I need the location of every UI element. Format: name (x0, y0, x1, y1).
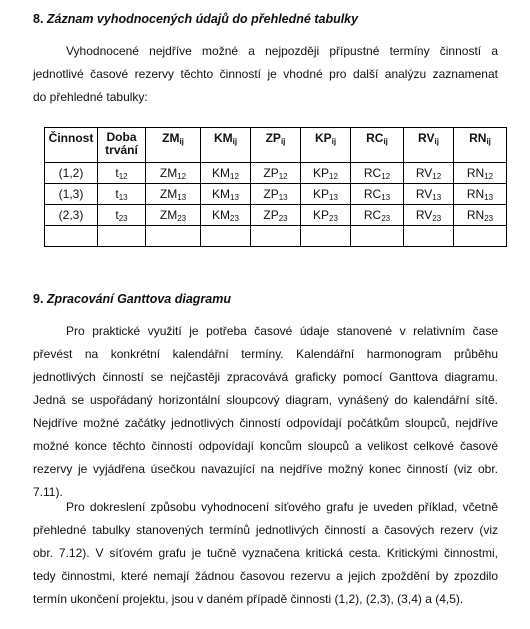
header-text: KP (314, 131, 332, 145)
cell-subscript: 23 (278, 214, 288, 223)
paragraph-line: rezervy je vyjádřena úsečkou navazující na nejdříve možný konec činností (viz obr. (33, 462, 498, 476)
table-cell (98, 184, 146, 205)
header-subscript: ij (486, 137, 491, 146)
table-cell (251, 205, 301, 226)
table-row (45, 184, 507, 205)
cell-subscript: 13 (278, 193, 288, 202)
table-cell (301, 205, 351, 226)
section-number: 8. (33, 12, 44, 26)
cell-subscript: 23 (484, 214, 494, 223)
paragraph-line: Nejdříve možné začátky jednotlivých činností odpovídají počátkům sloupců, nejdříve (33, 416, 498, 430)
cell-subscript: 13 (381, 193, 391, 202)
cell-subscript: 23 (230, 214, 239, 223)
paragraph-line: převést na konkrétní kalendářní termíny. Kalendářní harmonogram průběhu (33, 347, 498, 361)
cell-text: RV (415, 187, 433, 201)
cell-text: RC (363, 166, 382, 180)
table-cell (404, 184, 454, 205)
cell-text: (1,3) (58, 187, 84, 201)
table-cell (404, 163, 454, 184)
paragraph-line: jednotlivé časové rezervy těchto činností je vhodné pro další analýzu zaznamenat (33, 67, 498, 81)
cell-subscript: 12 (177, 172, 187, 181)
table-cell (45, 205, 98, 226)
section-title: Záznam vyhodnocených údajů do přehledné tabulky (46, 12, 359, 26)
section-number: 9. (33, 292, 44, 306)
section-9-paragraph-1 (33, 320, 498, 504)
header-subscript: ij (331, 137, 337, 146)
cell-text: RC (363, 187, 382, 201)
cell-subscript: 12 (381, 172, 391, 181)
table-cell (45, 163, 98, 184)
paragraph-line: jednotlivých činností se nejčastěji zpracovává graficky pomocí Ganttova diagramu. (33, 370, 498, 384)
cell-text: ZP (263, 187, 279, 201)
cell-text: (2,3) (58, 208, 84, 222)
table-cell (45, 226, 98, 247)
column-header (146, 128, 201, 163)
column-header (45, 128, 98, 163)
table-cell (98, 205, 146, 226)
column-header (251, 128, 301, 163)
cell-subscript: 12 (484, 172, 494, 181)
table-row-empty (45, 226, 507, 247)
cell-text: RN (466, 166, 485, 180)
header-subscript: ij (232, 137, 238, 146)
paragraph-line: 7.11). (33, 485, 63, 499)
table-cell (404, 226, 454, 247)
header-subscript: ij (179, 137, 184, 146)
cell-text: KP (313, 166, 330, 180)
column-header (351, 128, 404, 163)
section-8-paragraph (33, 40, 498, 109)
table-body (45, 163, 507, 247)
header-text: RN (469, 131, 487, 145)
table-cell (454, 184, 507, 205)
paragraph-line: Jedná se uspořádaný horizontální sloupcový diagram, vynášený do kalendářní sítě. (33, 393, 498, 407)
paragraph-line: přehledné tabulky stanovených termínů jednotlivých činností a časových rezerv (viz (33, 523, 498, 537)
cell-subscript: 12 (230, 172, 239, 181)
table-cell (454, 163, 507, 184)
cell-subscript: 13 (484, 193, 494, 202)
cell-text: RN (466, 208, 485, 222)
header-text: RC (366, 131, 384, 145)
cell-text: RV (415, 166, 433, 180)
table-cell (201, 205, 251, 226)
cell-text: ZM (159, 208, 178, 222)
table-cell (98, 226, 146, 247)
cell-text: KM (212, 166, 231, 180)
table-cell (251, 226, 301, 247)
cell-text: t (115, 166, 119, 180)
section-9-paragraph-2 (33, 496, 498, 611)
cell-text: RV (415, 208, 433, 222)
paragraph-line: tedy činnostmi, které nemají žádnou časovou rezervu a jejich zpoždění by zpozdilo (33, 569, 498, 583)
cell-text: t (115, 187, 119, 201)
column-header (454, 128, 507, 163)
header-subscript: ij (383, 137, 388, 146)
cell-text: KP (313, 208, 330, 222)
table-cell (404, 205, 454, 226)
table-header-row (45, 128, 507, 163)
cell-subscript: 13 (118, 193, 128, 202)
paragraph-line: do přehledné tabulky: (33, 90, 148, 104)
cell-subscript: 12 (329, 172, 338, 181)
table-cell (301, 163, 351, 184)
table-cell (454, 205, 507, 226)
cell-text: KM (212, 187, 231, 201)
header-subscript: ij (434, 137, 439, 146)
section-8-heading (33, 12, 358, 26)
section-9-heading (33, 292, 231, 306)
column-header (201, 128, 251, 163)
cell-subscript: 23 (329, 214, 338, 223)
table-cell (201, 163, 251, 184)
cell-text: KP (313, 187, 330, 201)
cell-subscript: 13 (177, 193, 187, 202)
table-cell (351, 184, 404, 205)
paragraph-line: obr. 7.12). V síťovém grafu je tučně vyznačena kritická cesta. Kritickými činnostmi, (33, 546, 498, 560)
column-header (98, 128, 146, 163)
column-header (301, 128, 351, 163)
section-title: Zpracování Ganttova diagramu (46, 292, 231, 306)
table-cell (301, 184, 351, 205)
cell-text: t (115, 208, 119, 222)
table-cell (146, 226, 201, 247)
table-cell (251, 184, 301, 205)
table-cell (146, 163, 201, 184)
paragraph-line: Pro dokreslení způsobu vyhodnocení síťového grafu je uveden příklad, včetně (66, 500, 498, 514)
cell-subscript: 23 (381, 214, 391, 223)
cell-text: (1,2) (58, 166, 84, 180)
cell-text: ZP (263, 166, 279, 180)
paragraph-line: termín ukončení projektu, jsou v daném případě činnosti (1,2), (2,3), (3,4) a (4,5). (33, 592, 464, 606)
table-cell (45, 184, 98, 205)
header-text: RV (418, 131, 435, 145)
table-cell (146, 205, 201, 226)
cell-text: ZM (159, 187, 178, 201)
table-cell (201, 226, 251, 247)
cell-subscript: 12 (278, 172, 288, 181)
table-cell (201, 184, 251, 205)
paragraph-line: Pro praktické využití je potřeba časové údaje stanovené v relativním čase (66, 324, 498, 338)
cell-subscript: 23 (118, 214, 128, 223)
paragraph-line: Vyhodnocené nejdříve možné a nejpozději přípustné termíny činností a (66, 44, 498, 58)
summary-table (44, 127, 507, 247)
cell-text: RC (363, 208, 382, 222)
table-cell (98, 163, 146, 184)
table-cell (351, 205, 404, 226)
cell-subscript: 13 (329, 193, 338, 202)
header-text: ZM (162, 131, 180, 145)
paragraph-line: možné konce těchto činností odpovídají koncům sloupců a velikost celkové časové (33, 439, 498, 453)
table-cell (146, 184, 201, 205)
table-cell (351, 226, 404, 247)
column-header (404, 128, 454, 163)
table-row (45, 163, 507, 184)
cell-text: ZP (263, 208, 279, 222)
cell-text: KM (212, 208, 231, 222)
cell-subscript: 12 (118, 172, 128, 181)
header-text: Doba trvání (105, 130, 138, 157)
table-cell (351, 163, 404, 184)
cell-subscript: 13 (230, 193, 239, 202)
cell-subscript: 12 (432, 172, 442, 181)
header-text: KM (213, 131, 233, 145)
table-row (45, 205, 507, 226)
header-subscript: ij (280, 137, 286, 146)
cell-subscript: 23 (177, 214, 187, 223)
table-cell (251, 163, 301, 184)
header-text: Činnost (48, 131, 94, 145)
cell-text: RN (466, 187, 485, 201)
cell-subscript: 23 (432, 214, 442, 223)
table-cell (454, 226, 507, 247)
cell-text: ZM (159, 166, 178, 180)
cell-subscript: 13 (432, 193, 442, 202)
header-text: ZP (265, 131, 281, 145)
table-cell (301, 226, 351, 247)
